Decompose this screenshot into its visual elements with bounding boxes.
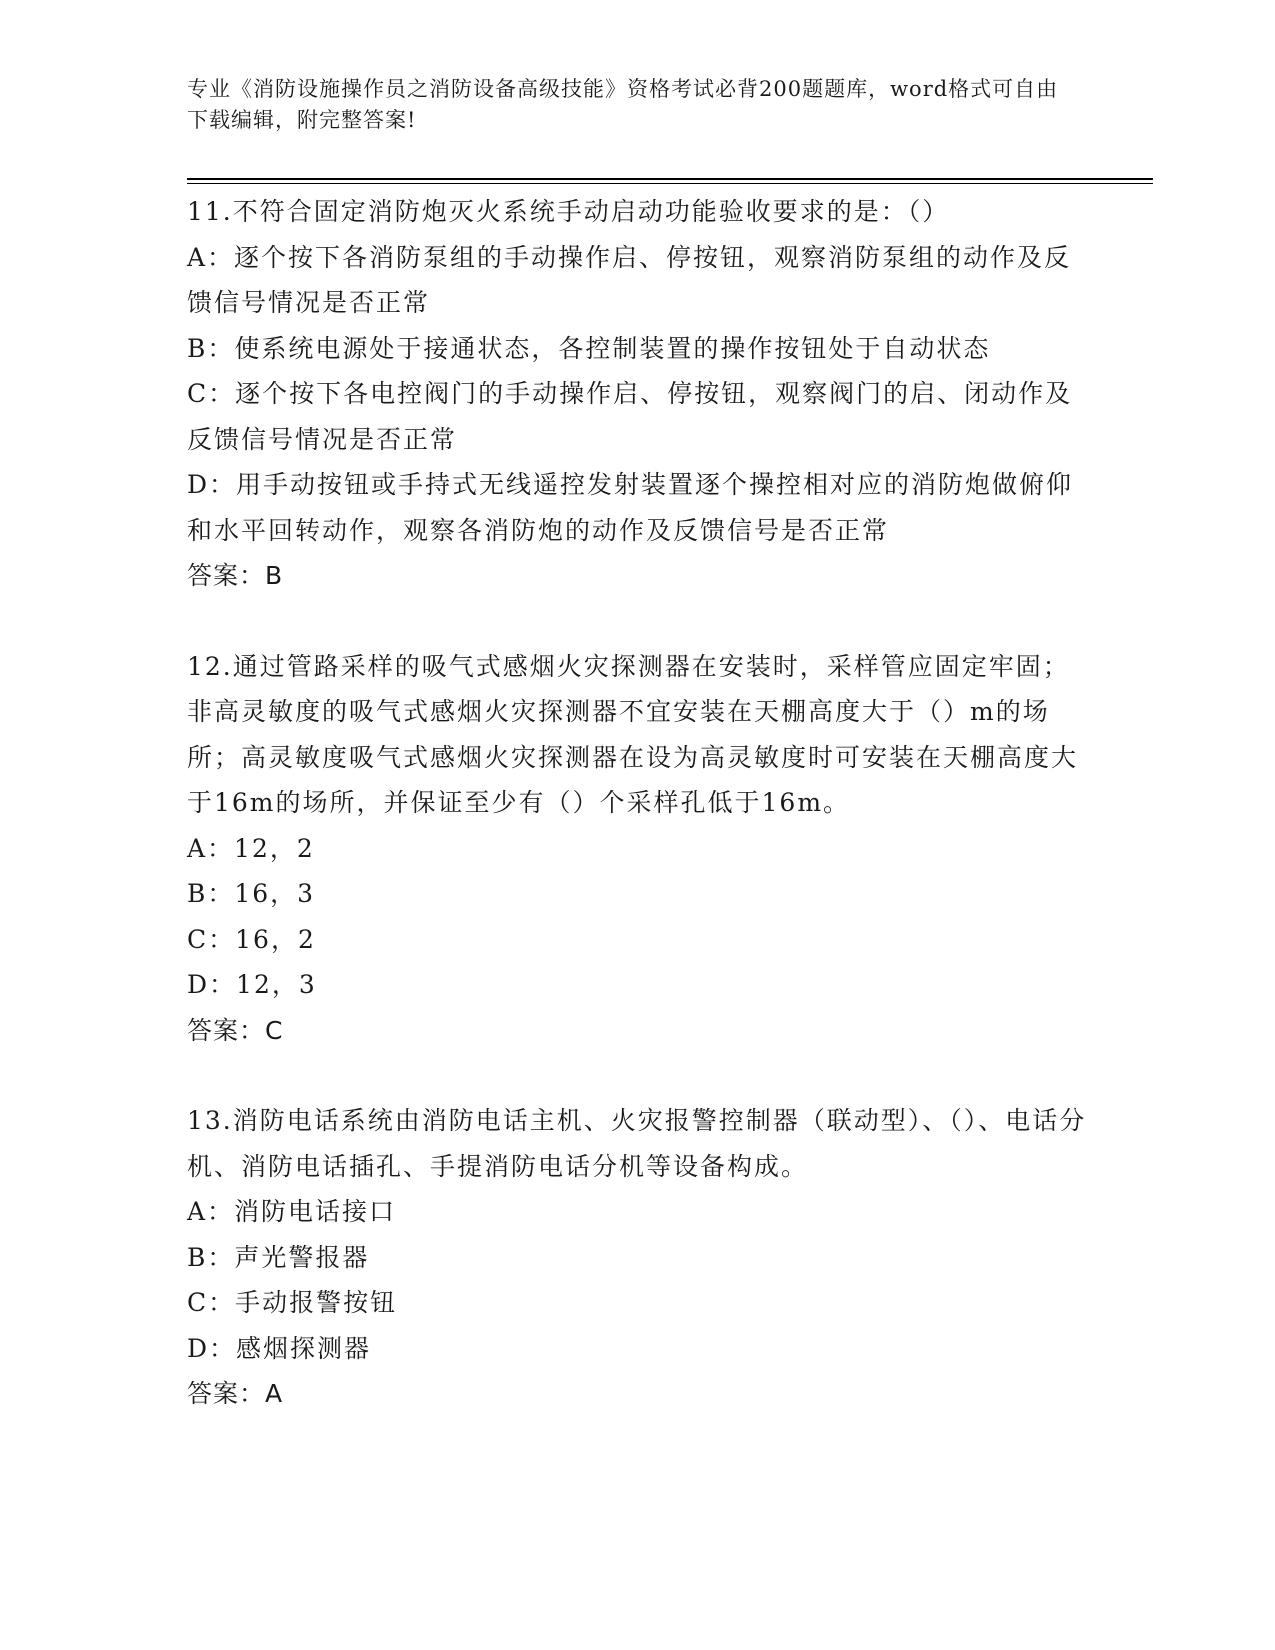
option-a: A：12，2 <box>187 833 315 863</box>
header-divider-thick <box>187 178 1153 180</box>
option-d: D：用手动按钮或手持式无线遥控发射装置逐个操控相对应的消防炮做俯仰和水平回转动作，观察各消防炮的动作及反馈信号是否正常 <box>187 470 1074 545</box>
question-11 <box>187 189 1087 599</box>
option-d: D：12，3 <box>187 970 317 999</box>
document-header: 专业《消防设施操作员之消防设备高级技能》资格考试必背200题题库，word格式可自由下载编辑，附完整答案! <box>187 77 1059 132</box>
question-stem: 13.消防电话系统由消防电话主机、火灾报警控制器（联动型）、（）、电话分机、消防电话插孔、手提消防电话分机等设备构成。 <box>187 1106 1087 1181</box>
option-a: A：逐个按下各消防泵组的手动操作启、停按钮，观察消防泵组的动作及反馈信号情况是否正常 <box>187 242 1072 317</box>
option-b: B：16，3 <box>187 879 316 908</box>
header-divider-thin <box>187 183 1153 184</box>
option-a: A：消防电话接口 <box>187 1197 397 1226</box>
answer-line: 答案：A <box>187 1379 284 1408</box>
option-c: C：逐个按下各电控阀门的手动操作启、停按钮，观察阀门的启、闭动作及反馈信号情况是否正常 <box>187 379 1073 454</box>
answer-line: 答案：B <box>187 561 284 590</box>
option-d: D：感烟探测器 <box>187 1333 372 1363</box>
option-b: B：使系统电源处于接通状态，各控制装置的操作按钮处于自动状态 <box>187 333 991 363</box>
option-b: B：声光警报器 <box>187 1242 370 1272</box>
option-c: C：16，2 <box>187 924 316 954</box>
answer-line: 答案：C <box>187 1015 284 1045</box>
question-stem: 11.不符合固定消防炮灭火系统手动启动功能验收要求的是：（） <box>187 197 950 226</box>
question-stem: 12.通过管路采样的吸气式感烟火灾探测器在安装时，采样管应固定牢固；非高灵敏度的吸气式感烟火灾探测器不宜安装在天棚高度大于（）m的场所；高灵敏度吸气式感烟火灾探测器在设为高灵敏度时可安装在天棚高度大于16m的场所，并保证至少有（）个采样孔低于16m。 <box>187 651 1079 817</box>
question-list <box>187 189 1087 1417</box>
option-c: C：手动报警按钮 <box>187 1288 398 1317</box>
question-12 <box>187 644 1087 1054</box>
question-13 <box>187 1098 1087 1417</box>
